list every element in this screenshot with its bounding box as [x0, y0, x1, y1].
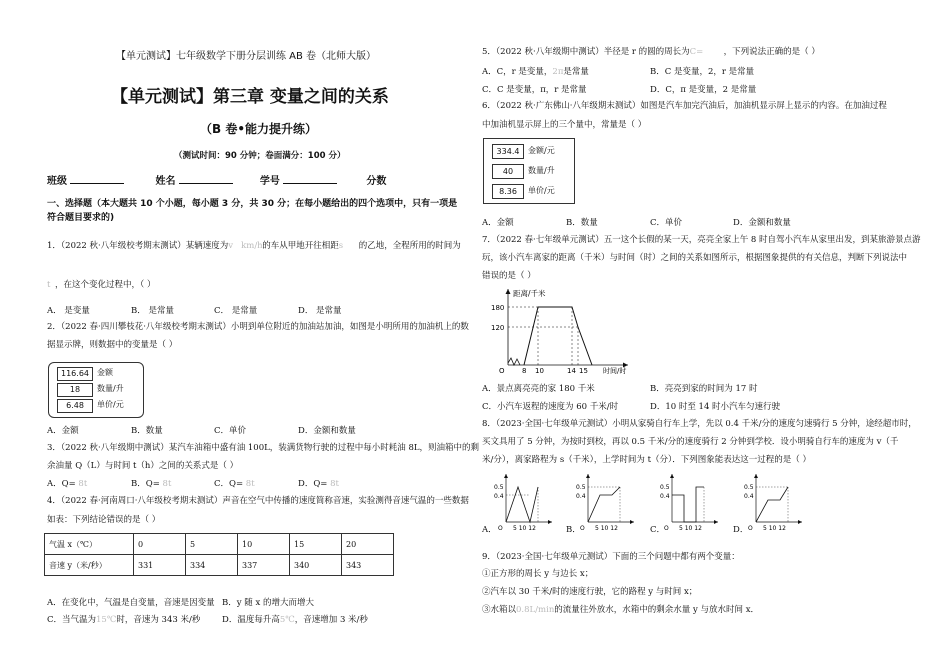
q8-b-x: 5 10 12	[595, 525, 618, 532]
q5-option-a-const: 2π	[552, 67, 564, 77]
q8-graph-c[interactable]	[660, 470, 722, 532]
q6-option-d[interactable]: D．金额和数量	[733, 218, 791, 228]
q8-d-y2: 0.4	[744, 493, 754, 500]
q8-a-origin: O	[498, 525, 503, 532]
q4-option-b[interactable]: B．y 随 x 的增大而增大	[222, 598, 314, 608]
q1-option-c[interactable]: C． 是常量	[214, 306, 258, 316]
id-field-label: 学号	[259, 176, 280, 187]
q4-stem-2: 如表：下列结论错误的是（ ）	[47, 515, 161, 525]
q7-stem-1: 7．（2022 春·七年级单元测试）五一这个长假的某一天，亮亮全家上午 8 时自驾小汽车从家里出发，到某旅游景点游	[482, 235, 921, 245]
q2-option-c[interactable]: C．单价	[214, 426, 247, 436]
q4-option-c[interactable]	[47, 613, 200, 625]
table-cell: 5	[186, 534, 238, 555]
q1-option-d[interactable]: D． 是常量	[298, 306, 342, 316]
q2-option-a[interactable]: A．金额	[47, 426, 79, 436]
class-field-label: 班级	[47, 176, 67, 187]
q5-stem-a: 5．（2022 秋·八年级期中测试）半径是 r 的圆的周长为	[482, 47, 690, 57]
q8-c-origin: O	[664, 525, 669, 532]
q8-a-y2: 0.4	[494, 493, 504, 500]
q3-option-d-label: D．Q=	[298, 479, 328, 489]
series-title: 【单元测试】七年级数学下册分层训练 AB 卷（北师大版）	[116, 51, 377, 62]
table-cell: 10	[238, 534, 290, 555]
q1-option-b[interactable]: B． 是常量	[131, 306, 174, 316]
q4-data-table	[44, 533, 394, 576]
table-cell: 337	[238, 555, 290, 576]
q3-option-a-label: A．Q=	[47, 479, 76, 489]
q2-amount-value: 116.64	[57, 367, 93, 381]
q5-option-a[interactable]	[482, 65, 589, 77]
q6-price-value: 8.36	[492, 184, 524, 199]
q3-stem-1: 3．（2022 秋·八年级期中测试）某汽车油箱中盛有油 100L，装满货物行驶的过程中每小时耗油 8L，则油箱中的剩	[47, 443, 480, 453]
q9-stem: 9．（2023·全国·七年级单元测试）下面的三个问题中都有两个变量：	[482, 552, 740, 562]
q8-b-y2: 0.4	[576, 493, 586, 500]
q6-quantity-value: 40	[492, 164, 524, 179]
q1-stem-end: t ，在这个变化过程中，（ ）	[47, 280, 156, 290]
q8-graph-a[interactable]	[494, 470, 556, 532]
q1-option-a[interactable]: A． 是变量	[47, 306, 90, 316]
q8-stem-1: 8．（2023·全国·七年级单元测试）小明从家骑自行车上学，先以 0.4 千米/分的速度匀速骑行 5 分钟，途经超市时，	[482, 419, 917, 429]
table-cell: 334	[186, 555, 238, 576]
q6-amount-value: 334.4	[492, 144, 524, 159]
q8-a-y1: 0.5	[494, 484, 504, 491]
q2-stem-2: 据显示牌，则数据中的变量是（ ）	[47, 340, 178, 350]
q9-item-3-rate: 0.8L/min	[516, 605, 555, 615]
x-tick-10: 10	[535, 367, 544, 375]
q2-price-label: 单价/元	[97, 400, 124, 409]
q7-option-a[interactable]: A．景点离亮亮的家 180 千米	[482, 384, 595, 394]
q3-stem-2: 余油量 Q（L）与时间 t（h）之间的关系式是（ ）	[47, 461, 239, 471]
q2-stem-1: 2．（2022 春·四川攀枝花·八年级校考期末测试）小明到单位附近的加油站加油，如图是小明所用的加油机上的数	[47, 322, 469, 332]
q6-fuel-display	[483, 138, 575, 204]
q3-option-a[interactable]: A．Q= 8t	[47, 479, 88, 489]
q8-b-y1: 0.5	[576, 484, 586, 491]
q4-option-c-temp: 15℃	[96, 615, 117, 625]
q2-price-value: 6.48	[57, 399, 93, 413]
q4-option-d-b: ，音速增加 3 米/秒	[294, 615, 368, 625]
q4-option-d-a: D．温度每升高	[222, 615, 280, 625]
q8-stem-3: 米/分），离家路程为 s（千米），上学时间为 t（分）．下列图象能表达这一过程的是（ ）	[482, 455, 812, 465]
q9-item-3	[482, 604, 759, 617]
q5-formula: C=	[689, 47, 704, 57]
q9-item-3-a: ③水箱以	[482, 605, 517, 615]
q8-d-y1: 0.5	[744, 484, 754, 491]
section1-heading-1: 一、选择题（本大题共 10 个小题，每小题 3 分，共 30 分；在每小题给出的四个选项中，只有一项是	[47, 199, 458, 209]
q8-option-d-label[interactable]: D．	[733, 525, 749, 535]
test-info: （测试时间：90 分钟；卷面满分：100 分）	[174, 151, 346, 161]
q5-stem-b: ，下列说法正确的是（ ）	[723, 47, 820, 57]
q8-option-b-label[interactable]: B．	[566, 525, 581, 535]
section1-heading-2: 符合题目要求的)	[47, 213, 115, 223]
q4-option-c-b: 时，音速为 343 米/秒	[116, 615, 201, 625]
q6-option-b[interactable]: B．数量	[566, 218, 598, 228]
y-axis-label: 距离/千米	[513, 289, 546, 298]
q6-option-c[interactable]: C．单价	[650, 218, 683, 228]
q6-stem-2: 中加油机显示屏上的三个量中，常量是（ ）	[482, 120, 647, 130]
q1-stem-c: 的乙地，全程所用的时间为	[358, 241, 461, 251]
q4-option-d-temp: 5℃	[279, 615, 295, 625]
q7-option-d[interactable]: D．10 时至 14 时小汽车匀速行驶	[650, 402, 781, 412]
id-field-blank[interactable]	[283, 183, 337, 184]
x-tick-8: 8	[522, 367, 527, 375]
q5-option-b[interactable]: B．C 是变量，2，r 是常量	[650, 67, 755, 77]
q8-c-y2: 0.4	[660, 493, 670, 500]
q8-d-origin: O	[748, 525, 753, 532]
q2-quantity-value: 18	[57, 383, 93, 397]
name-field-label: 姓名	[155, 176, 176, 187]
table-cell: 15	[290, 534, 342, 555]
page-title: 【单元测试】第三章 变量之间的关系	[111, 87, 389, 107]
table-cell: 音速 y（米/秒）	[45, 555, 134, 576]
q8-a-x: 5 10 12	[513, 525, 536, 532]
q8-c-x: 5 10 12	[679, 525, 702, 532]
q8-c-y1: 0.5	[660, 484, 670, 491]
q6-option-a[interactable]: A．金额	[482, 218, 514, 228]
q5-option-a-a: A．C，r 是变量，	[482, 67, 553, 77]
q8-option-c-label[interactable]: C．	[650, 525, 666, 535]
q7-option-b[interactable]: B．亮亮到家的时间为 17 时	[650, 384, 758, 394]
q1-stem-d: ，在这个变化过程中，（ ）	[55, 280, 156, 290]
q2-quantity-label: 数量/升	[97, 384, 124, 393]
q6-stem-1: 6．（2022 秋·广东佛山·八年级期末测试）如图是汽车加完汽油后，加油机显示屏上显示的内容。在加油过程	[482, 101, 887, 111]
q4-stem-1: 4．（2022 春·河南周口·八年级校考期末测试）声音在空气中传播的速度简称音速，实验测得音速气温的一些数据	[47, 496, 469, 506]
x-tick-15: 15	[579, 367, 588, 375]
q1-stem: 1．（2022 秋·八年级校考期末测试）某辆速度为v km/h的车从甲地开往相距s 的乙地，全程所用的时间为	[47, 241, 461, 251]
q3-option-d[interactable]: D．Q= 8t	[298, 479, 339, 489]
student-fields	[47, 172, 387, 188]
table-cell: 340	[290, 555, 342, 576]
q8-stem-2: 买文具用了 5 分钟，为按时到校，再以 0.5 千米/分的速度骑行 2 分钟到学校．设小明骑自行车的速度为 v（千	[482, 437, 899, 447]
q6-quantity-label: 数量/升	[528, 166, 555, 175]
q9-item-2: ②汽车以 30 千米/时的速度行驶，它的路程 y 与时间 x；	[482, 587, 698, 597]
q3-option-c[interactable]: C．Q= 8t	[214, 479, 255, 489]
q9-item-3-b: 的流量往外放水，水箱中的剩余水量 y 与放水时间 x．	[554, 605, 760, 615]
q1-stem-a: 1．（2022 秋·八年级校考期末测试）某辆速度为	[47, 241, 229, 251]
q9-item-1: ①正方形的周长 y 与边长 x；	[482, 569, 594, 579]
x-axis-label: 时间/时	[603, 367, 627, 375]
q2-amount-label: 金额	[97, 368, 113, 377]
table-cell: 气温 x（℃）	[45, 534, 134, 555]
q5-option-d[interactable]: D．C，π 是变量，2 是常量	[650, 85, 757, 95]
y-tick-120: 120	[491, 324, 505, 332]
q2-option-d[interactable]: D．金额和数量	[298, 426, 356, 436]
q8-graph-b[interactable]	[576, 470, 638, 532]
distance-line	[524, 307, 592, 365]
y-tick-180: 180	[491, 304, 505, 312]
q6-price-label: 单价/元	[528, 186, 555, 195]
q3-option-b-label: B．Q=	[131, 479, 160, 489]
q7-stem-3: 错误的是（ ）	[482, 271, 536, 281]
q5-option-c[interactable]: C．C 是变量，π，r 是常量	[482, 85, 587, 95]
q5-stem	[482, 46, 820, 59]
q7-distance-time-graph	[478, 285, 638, 375]
q4-option-d[interactable]	[222, 613, 368, 625]
origin-label: O	[499, 367, 505, 375]
q8-option-a-label[interactable]: A．	[482, 525, 497, 535]
table-cell: 331	[134, 555, 186, 576]
q7-option-c[interactable]: C．小汽车返程的速度为 60 千米/时	[482, 402, 619, 412]
q8-b-origin: O	[580, 525, 585, 532]
table-cell: 20	[342, 534, 394, 555]
axis-break	[508, 358, 520, 365]
q2-fuel-display	[48, 362, 144, 418]
q2-option-b[interactable]: B．数量	[131, 426, 163, 436]
table-cell: 0	[134, 534, 186, 555]
class-field-blank[interactable]	[70, 183, 124, 184]
y-axis-arrow	[506, 289, 511, 294]
x-tick-14: 14	[567, 367, 576, 375]
q8-graph-d[interactable]	[744, 470, 806, 532]
q5-option-a-b: 是常量	[563, 67, 589, 77]
q1-stem-b: 的车从甲地开往相距	[262, 241, 339, 251]
q4-option-c-a: C．当气温为	[47, 615, 97, 625]
q4-option-a[interactable]: A．在变化中，气温是自变量，音速是因变量	[47, 598, 215, 608]
table-row	[45, 534, 394, 555]
q3-option-b[interactable]: B．Q= 8t	[131, 479, 172, 489]
q3-option-c-label: C．Q=	[214, 479, 244, 489]
score-field-label: 分数	[366, 176, 387, 187]
table-cell: 343	[342, 555, 394, 576]
name-field-blank[interactable]	[179, 183, 233, 184]
page-subtitle: （B 卷•能力提升练）	[200, 122, 317, 136]
q7-stem-2: 玩，该小汽车离家的距离（千米）与时间（时）之间的关系如图所示，根据图象提供的有关信息，判断下列说法中	[482, 253, 908, 263]
q6-amount-label: 金额/元	[528, 146, 555, 155]
table-row	[45, 555, 394, 576]
q8-d-x: 5 10 12	[763, 525, 786, 532]
